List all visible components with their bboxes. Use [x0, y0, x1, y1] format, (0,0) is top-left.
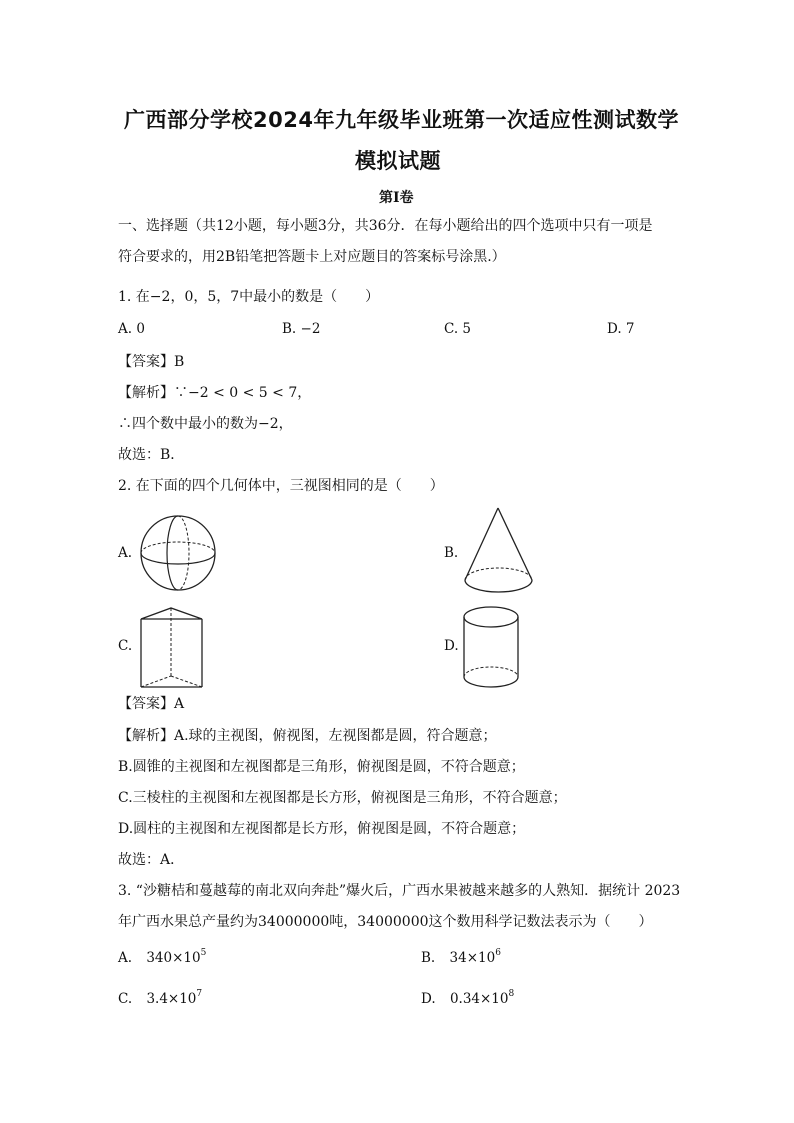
q2-analysis-line: D.圆柱的主视图和左视图都是长方形，俯视图是圆，不符合题意；: [118, 821, 526, 837]
q3-option-d-value: 0.34×10: [449, 991, 509, 1007]
triangular-prism-icon: [138, 605, 208, 691]
page-title-line2: 模拟试题: [355, 149, 441, 173]
page-title: 广西部分学校2024年九年级毕业班第一次适应性测试数学: [124, 108, 679, 132]
q2-option-c-label: C.: [118, 638, 133, 654]
q3-option-b-exponent: 6: [495, 948, 501, 958]
question-3-stem-line2: 年广西水果总产量约为34000000吨，34000000这个数用科学记数法表示为（ ）: [118, 914, 653, 930]
q3-option-a-value: 340×10: [146, 950, 201, 966]
q3-option-b: [421, 950, 501, 966]
q2-analysis-line: 【解析】A.球的主视图，俯视图，左视图都是圆，符合题意；: [118, 728, 497, 744]
q1-option-c: C. 5: [444, 321, 472, 337]
q2-analysis-line: 故选：A．: [118, 852, 185, 868]
q3-option-d: [421, 991, 514, 1007]
q2-analysis-line: B.圆锥的主视图和左视图都是三角形，俯视图是圆，不符合题意；: [118, 759, 525, 775]
q2-analysis-line: C.三棱柱的主视图和左视图都是长方形，俯视图是三角形，不符合题意；: [118, 790, 567, 806]
q3-option-c-exponent: 7: [196, 989, 203, 999]
q3-option-d-label: D.: [421, 991, 436, 1007]
q1-option-a: A. 0: [118, 321, 145, 337]
q2-option-a-label: A.: [118, 545, 133, 561]
q2-option-d-label: D.: [444, 638, 459, 654]
q3-option-a-label: A.: [118, 950, 133, 966]
q2-option-b-label: B.: [444, 545, 459, 561]
q3-option-d-exponent: 8: [508, 989, 515, 999]
question-3-stem: 3. “沙糖桔和蔓越莓的南北双向奔赴”爆火后，广西水果被越来越多的人熟知．据统计 2023: [118, 883, 681, 899]
q3-option-a-exponent: 5: [200, 948, 207, 958]
q1-analysis-line: 【解析】∵−2 < 0 < 5 < 7，: [118, 385, 312, 401]
q3-option-b-value: 34×10: [449, 950, 496, 966]
q3-option-a: [118, 950, 206, 966]
question-2-stem: 2. 在下面的四个几何体中，三视图相同的是（ ）: [118, 478, 444, 494]
q3-option-c-label: C.: [118, 991, 133, 1007]
q2-answer: 【答案】A: [118, 696, 185, 712]
question-1-stem: 1. 在−2，0，5，7中最小的数是（ ）: [118, 289, 380, 305]
q1-analysis-line: 故选：B．: [118, 447, 185, 463]
q3-option-b-label: B.: [421, 950, 436, 966]
q1-analysis-line: ∴四个数中最小的数为−2，: [118, 416, 293, 432]
q3-option-c-value: 3.4×10: [146, 991, 197, 1007]
cylinder-icon: [462, 604, 524, 692]
q1-option-b: B. −2: [282, 321, 321, 337]
q1-option-d: D. 7: [607, 321, 635, 337]
section-instructions: 一、选择题（共12小题，每小题3分，共36分．在每小题给出的四个选项中只有一项是: [118, 218, 653, 234]
section-instructions-line2: 符合要求的，用2B铅笔把答题卡上对应题目的答案标号涂黑.）: [118, 249, 506, 265]
volume-label: 第Ⅰ卷: [379, 190, 414, 206]
cone-icon: [462, 506, 540, 598]
q3-option-c: [118, 991, 202, 1007]
sphere-icon: [138, 513, 220, 593]
q1-answer: 【答案】B: [118, 354, 185, 370]
